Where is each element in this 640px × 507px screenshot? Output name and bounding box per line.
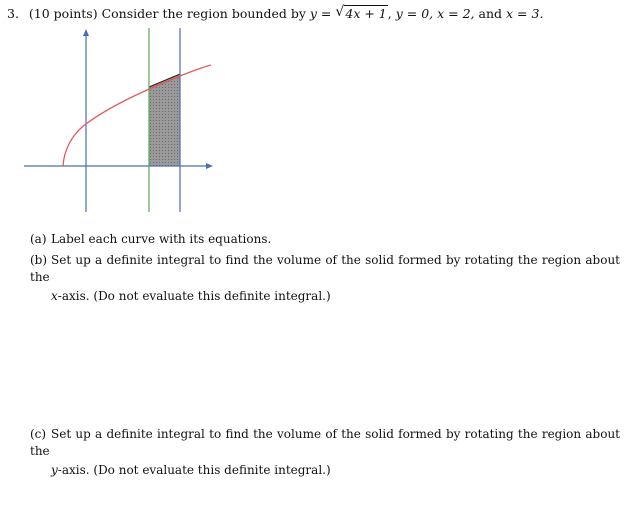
eq4: x = 3. [506,6,544,21]
part-c-axis: y [51,463,58,477]
eq1-radicand: 4x + 1 [345,6,387,21]
part-c-text-2: -axis. (Do not evaluate this definite integral.) [57,463,331,477]
part-b-text-2: -axis. (Do not evaluate this definite integral.) [57,289,331,303]
part-a [30,231,620,248]
part-c-label: (c) [30,427,47,441]
part-b [30,252,620,305]
part-c-text: Set up a definite integral to find the volume of the solid formed by rotating the region about the [30,427,620,458]
and-word: and [478,6,503,21]
x-axis-arrow [206,163,213,169]
part-a-text: Label each curve with its equations. [51,232,272,246]
sqrt-curve [63,65,211,166]
problem-number: 3. [7,6,19,21]
eq2: y = 0, [395,6,434,21]
part-c-continuation [30,462,620,479]
radical-sign: √ [335,4,345,20]
problem-points: (10 points) [28,6,98,21]
part-b-continuation [30,288,620,305]
part-a-label: (a) [30,232,47,246]
y-axis-arrow [83,29,89,36]
eq1-lhs: y [309,6,317,21]
part-b-label: (b) [30,253,48,267]
problem-intro: Consider the region bounded by [101,6,306,21]
problem-statement: 3. (10 points) Consider the region bounded by y = √ 4x + 1, y = 0, x = 2, and x = 3. [7,4,544,21]
part-b-axis: x [51,289,58,303]
eq3: x = 2, [437,6,475,21]
shaded-region [149,74,180,166]
part-c [30,426,620,479]
part-b-text: Set up a definite integral to find the volume of the solid formed by rotating the region about the [30,253,620,284]
